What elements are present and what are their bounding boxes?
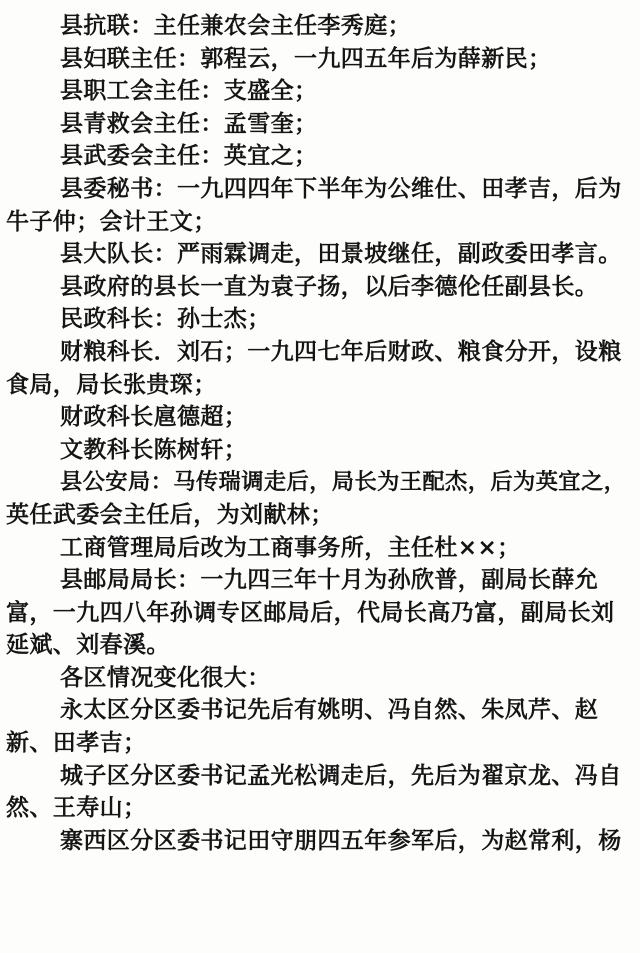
text-line: 县职工会主任：支盛全； [60,78,318,105]
text-line: 工商管理局后改为工商事务所，主任杜××； [60,534,521,561]
text-line: 城子区分区委书记孟光松调走后，先后为翟京龙、冯自 [60,762,622,789]
text-line: 永太区分区委书记先后有姚明、冯自然、朱凤芹、赵 [60,697,599,724]
text-line: 文教科长陈树轩； [60,436,248,463]
text-line: 英任武委会主任后，为刘献林； [6,501,334,528]
text-line: 县青救会主任：孟雪奎； [60,110,318,137]
text-line: 县抗联：主任兼农会主任李秀庭； [60,13,411,39]
text-line: 县妇联主任：郭程云，一九四五年后为薛新民； [60,45,552,72]
text-line: 县邮局局长：一九四三年十月为孙欣普，副局长薛允 [60,567,599,594]
text-line: 寨西区分区委书记田守朋四五年参军后，为赵常利，杨 [60,827,622,854]
text-line: 各区情况变化很大： [60,664,271,691]
text-line: 财政科长扈德超； [60,404,248,431]
text-line: 牛子仲；会计王文； [6,208,217,235]
text-line: 民政科长：孙士杰； [60,306,271,333]
text-line: 县公安局：马传瑞调走后，局长为王配杰，后为英宜之， [60,469,627,496]
text-line: 财粮科长．刘石；一九四七年后财政、粮食分开，设粮 [60,338,622,365]
text-line: 延斌、刘春溪。 [6,632,170,659]
text-line: 新、田孝吉； [6,730,147,757]
text-line: 县委秘书：一九四四年下半年为公维仕、田孝吉，后为 [60,175,622,202]
text-line: 富，一九四八年孙调专区邮局后，代局长高乃富，副局长刘 [6,599,615,626]
text-line: 县大队长：严雨霖调走，田景坡继任，副政委田孝言。 [60,241,622,268]
text-line: 县政府的县长一直为袁子扬，以后李德伦任副县长。 [60,273,599,300]
text-line: 然、王寿山； [6,795,147,822]
text-line: 食局，局长张贵琛； [6,371,217,398]
text-line: 县武委会主任：英宜之； [60,143,318,170]
